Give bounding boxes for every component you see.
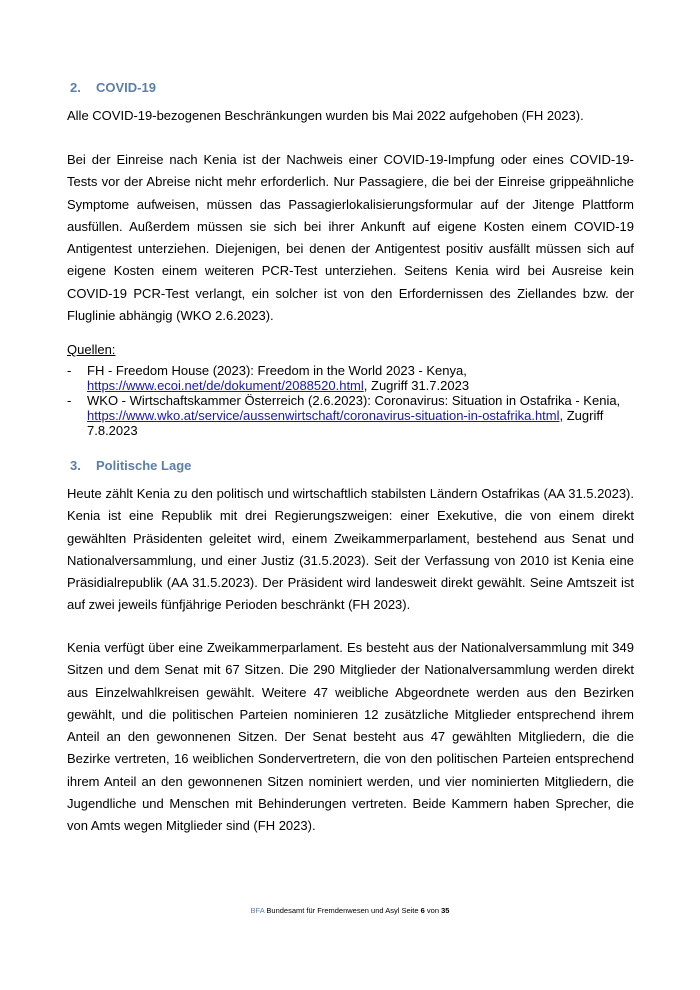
section-number: 3. <box>70 458 81 473</box>
section-title: COVID-19 <box>96 80 156 95</box>
source-text: WKO - Wirtschaftskammer Österreich (2.6.2023): Coronavirus: Situation in Ostafrika - Kenia, <box>87 393 621 408</box>
list-dash: - <box>67 393 72 408</box>
list-dash: - <box>67 363 72 378</box>
source-access: , Zugriff 31.7.2023 <box>363 378 470 393</box>
footer-text: Bundesamt für Fremdenwesen und Asyl Seite <box>264 906 421 915</box>
bfa-logo-text: BFA <box>250 906 265 915</box>
source-text: FH - Freedom House (2023): Freedom in the World 2023 - Kenya, <box>87 363 467 378</box>
paragraph: Alle COVID-19-bezogenen Beschränkungen wurden bis Mai 2022 aufgehoben (FH 2023). <box>67 108 584 123</box>
section-title: Politische Lage <box>96 458 192 473</box>
section-number: 2. <box>70 80 81 95</box>
source-link[interactable]: https://www.ecoi.net/de/dokument/2088520.html <box>87 378 364 393</box>
sources-title: Quellen: <box>67 342 116 357</box>
page-number: 6 <box>420 906 425 915</box>
section-heading-covid <box>67 80 156 95</box>
paragraph: Kenia verfügt über eine Zweikammerparlament. Es besteht aus der Nationalversammlung mit 349 Sitzen und dem Senat mit 67 Sitzen. Die 290 Mitglieder der Nationalversammlung werden direkt aus Einzelwahlkreisen gewählt. Weitere 47 weibliche Abgeordnete werden aus den Bezirken gewählt, und die politischen Parteien nominieren 12 zusätzliche Mitglieder entsprechend ihrem Anteil an den gewonnenen Sitzen. Der Senat besteht aus 47 gewählten Mitgliedern, die die Bezirke vertreten, 16 weiblichen Sondervertretern, die von den politischen Parteien entsprechend ihrem Anteil an den gewonnenen Sitzen nominiert werden, und vier nominierten Mitgliedern, die Jugendliche und Menschen mit Behinderungen vertreten. Beide Kammern haben Sprecher, die von Amts wegen Mitglieder sind (FH 2023). <box>67 640 634 834</box>
source-link[interactable]: https://www.wko.at/service/aussenwirtschaft/coronavirus-situation-in-ostafrika.html <box>87 408 560 423</box>
paragraph: Heute zählt Kenia zu den politisch und wirtschaftlich stabilsten Ländern Ostafrikas (AA 31.5.2023). Kenia ist eine Republik mit drei Regierungszweigen: einer Exekutive, die von einem direkt gewählten Präsidenten geleitet wird, einem Zweikammerparlament, bestehend aus Senat und Nationalversammlung, und einer Justiz (31.5.2023). Seit der Verfassung von 2010 ist Kenia eine Präsidialrepublik (AA 31.5.2023). Der Präsident wird landesweit direkt gewählt. Seine Amtszeit ist auf zwei jeweils fünfjährige Perioden beschränkt (FH 2023). <box>67 486 634 613</box>
page-total: 35 <box>441 906 450 915</box>
page-footer <box>0 906 700 915</box>
footer-of: von <box>424 906 442 915</box>
source-access: , Zugriff 7.8.2023 <box>87 408 604 438</box>
paragraph: Bei der Einreise nach Kenia ist der Nachweis einer COVID-19-Impfung oder eines COVID-19-Tests vor der Abreise nicht mehr erforderlich. Nur Passagiere, die bei der Einreise grippeähnliche Symptome aufweisen, müssen das Passagierlokalisierungsformular auf der Jitenge Plattform ausfüllen. Außerdem müssen sie sich bei ihrer Ankunft auf eigene Kosten einem COVID-19 Antigentest unterziehen. Diejenigen, bei denen der Antigentest positiv ausfällt müssen sich auf eigene Kosten einem weiteren PCR-Test unterziehen. Seitens Kenia wird bei Ausreise kein COVID-19 PCR-Test verlangt, ein solcher ist von den Erfordernissen des Ziellandes bzw. der Fluglinie abhängig (WKO 2.6.2023). <box>67 152 634 324</box>
section-heading-politik <box>67 458 191 473</box>
